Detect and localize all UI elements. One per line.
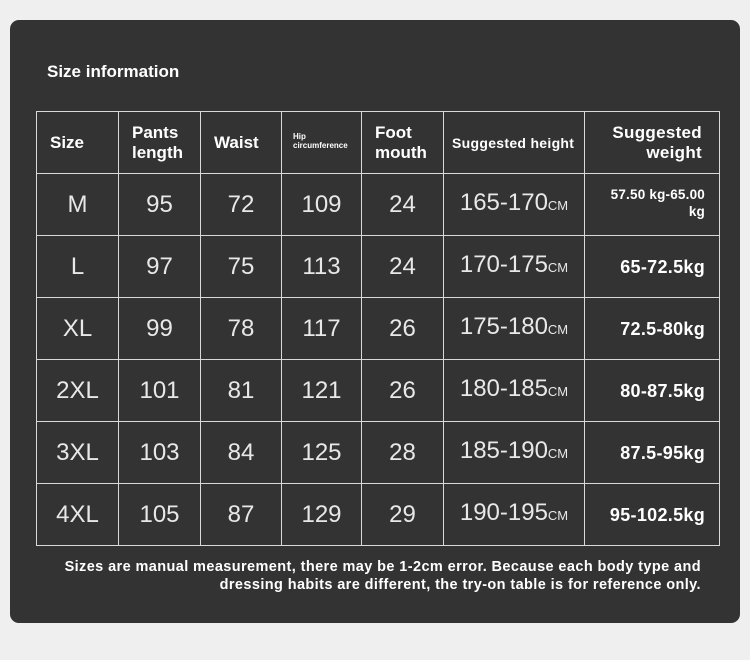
height-range: 165-170: [459, 189, 548, 216]
cell-pants-length-value: 97: [146, 252, 173, 280]
cell-size: [37, 484, 119, 546]
cell-suggested-weight-value: 95-102.5kg: [609, 504, 705, 525]
size-chart-card: [10, 20, 740, 623]
table-row: [37, 236, 720, 298]
header-waist-label: Waist: [214, 132, 259, 152]
header-pants-length-label: Pants length: [132, 122, 183, 162]
cell-waist-value: 78: [227, 314, 255, 342]
cell-suggested-height: [444, 298, 585, 360]
header-suggested-height-label: Suggested height: [452, 134, 575, 151]
cell-pants-length: [119, 484, 201, 546]
cell-pants-length-value: 99: [146, 314, 173, 342]
cell-suggested-weight-value: 80-87.5kg: [620, 380, 705, 401]
cell-hip-circumference-value: 129: [301, 500, 342, 528]
cell-hip-circumference: [282, 422, 362, 484]
cell-foot-mouth-value: 26: [389, 376, 416, 404]
cell-suggested-height: [444, 174, 585, 236]
cell-suggested-weight: [585, 298, 720, 360]
cell-pants-length: [119, 174, 201, 236]
cell-waist-value: 75: [227, 252, 255, 280]
cell-hip-circumference-value: 125: [301, 438, 342, 466]
cell-size: [37, 236, 119, 298]
height-range: 180-185: [459, 375, 548, 402]
cell-waist-value: 87: [227, 500, 255, 528]
table-row: [37, 484, 720, 546]
cell-size: [37, 360, 119, 422]
cell-waist-value: 84: [227, 438, 255, 466]
height-range: 190-195: [459, 499, 548, 526]
header-hip-circumference: [282, 112, 362, 174]
cell-waist-value: 72: [227, 190, 255, 218]
reference-note: Sizes are manual measurement, there may be 1-2cm error. Because each body type and dressing habits are different, the try-on table is for reference only.: [64, 559, 701, 593]
cell-suggested-weight: [585, 484, 720, 546]
header-row: [37, 112, 720, 174]
cell-pants-length: [119, 422, 201, 484]
cell-size: [37, 174, 119, 236]
header-suggested-height: [444, 112, 585, 174]
cell-suggested-weight: [585, 422, 720, 484]
cell-suggested-weight-value: 65-72.5kg: [620, 256, 705, 277]
cell-hip-circumference: [282, 360, 362, 422]
height-range: 175-180: [459, 313, 548, 340]
cell-pants-length-value: 105: [139, 500, 180, 528]
cell-size: [37, 298, 119, 360]
cell-pants-length: [119, 360, 201, 422]
cell-suggested-weight: [585, 236, 720, 298]
cell-size-value: XL: [62, 314, 93, 342]
header-waist: [201, 112, 282, 174]
height-unit: CM: [547, 322, 569, 337]
cell-pants-length-value: 95: [146, 190, 173, 218]
cell-suggested-height: [444, 422, 585, 484]
cell-size-value: M: [67, 190, 88, 218]
cell-suggested-height: [444, 484, 585, 546]
cell-foot-mouth-value: 24: [389, 190, 416, 218]
cell-size-value: 2XL: [56, 376, 99, 404]
cell-size-value: 4XL: [56, 500, 99, 528]
cell-hip-circumference-value: 117: [302, 314, 341, 342]
size-table: [36, 111, 720, 546]
height-unit: CM: [547, 384, 569, 399]
cell-waist: [201, 484, 282, 546]
height-unit: CM: [547, 446, 569, 461]
table-row: [37, 298, 720, 360]
cell-suggested-weight: [585, 174, 720, 236]
cell-suggested-weight: [585, 360, 720, 422]
cell-suggested-weight-value: 87.5-95kg: [620, 442, 705, 463]
table-row: [37, 422, 720, 484]
header-hip-circumference-label: Hip circumference: [293, 132, 348, 150]
header-foot-mouth: [362, 112, 444, 174]
cell-foot-mouth-value: 26: [389, 314, 416, 342]
cell-foot-mouth: [362, 298, 444, 360]
cell-waist: [201, 298, 282, 360]
height-unit: CM: [547, 508, 569, 523]
table-row: [37, 174, 720, 236]
cell-hip-circumference-value: 113: [302, 252, 341, 280]
cell-pants-length: [119, 236, 201, 298]
cell-foot-mouth-value: 28: [389, 438, 416, 466]
cell-hip-circumference-value: 109: [301, 190, 342, 218]
header-size-label: Size: [50, 132, 85, 152]
cell-suggested-height: [444, 236, 585, 298]
cell-suggested-height: [444, 360, 585, 422]
height-unit: CM: [547, 260, 569, 275]
header-foot-mouth-label: Foot mouth: [375, 122, 427, 162]
cell-foot-mouth: [362, 360, 444, 422]
height-range: 185-190: [459, 437, 548, 464]
cell-waist-value: 81: [227, 376, 255, 404]
size-table-body: [37, 174, 720, 546]
cell-foot-mouth-value: 29: [389, 500, 416, 528]
cell-hip-circumference-value: 121: [301, 376, 342, 404]
header-pants-length: [119, 112, 201, 174]
header-size: [37, 112, 119, 174]
cell-pants-length-value: 103: [139, 438, 180, 466]
cell-foot-mouth: [362, 174, 444, 236]
cell-hip-circumference: [282, 298, 362, 360]
cell-size: [37, 422, 119, 484]
page-title: Size information: [47, 62, 180, 81]
table-row: [37, 360, 720, 422]
height-unit: CM: [547, 198, 569, 213]
header-suggested-weight-label: Suggested weight: [612, 122, 702, 162]
size-table-header: [37, 112, 720, 174]
cell-foot-mouth: [362, 484, 444, 546]
cell-suggested-weight-value: 57.50 kg-65.00 kg: [610, 186, 705, 219]
cell-pants-length-value: 101: [139, 376, 180, 404]
cell-size-value: L: [70, 252, 85, 280]
header-suggested-weight: [585, 112, 720, 174]
cell-waist: [201, 422, 282, 484]
cell-foot-mouth-value: 24: [389, 252, 416, 280]
cell-hip-circumference: [282, 236, 362, 298]
height-range: 170-175: [459, 251, 548, 278]
cell-pants-length: [119, 298, 201, 360]
cell-foot-mouth: [362, 236, 444, 298]
cell-waist: [201, 360, 282, 422]
cell-hip-circumference: [282, 174, 362, 236]
cell-suggested-weight-value: 72.5-80kg: [620, 318, 705, 339]
cell-hip-circumference: [282, 484, 362, 546]
cell-waist: [201, 236, 282, 298]
cell-foot-mouth: [362, 422, 444, 484]
cell-waist: [201, 174, 282, 236]
cell-size-value: 3XL: [56, 438, 99, 466]
